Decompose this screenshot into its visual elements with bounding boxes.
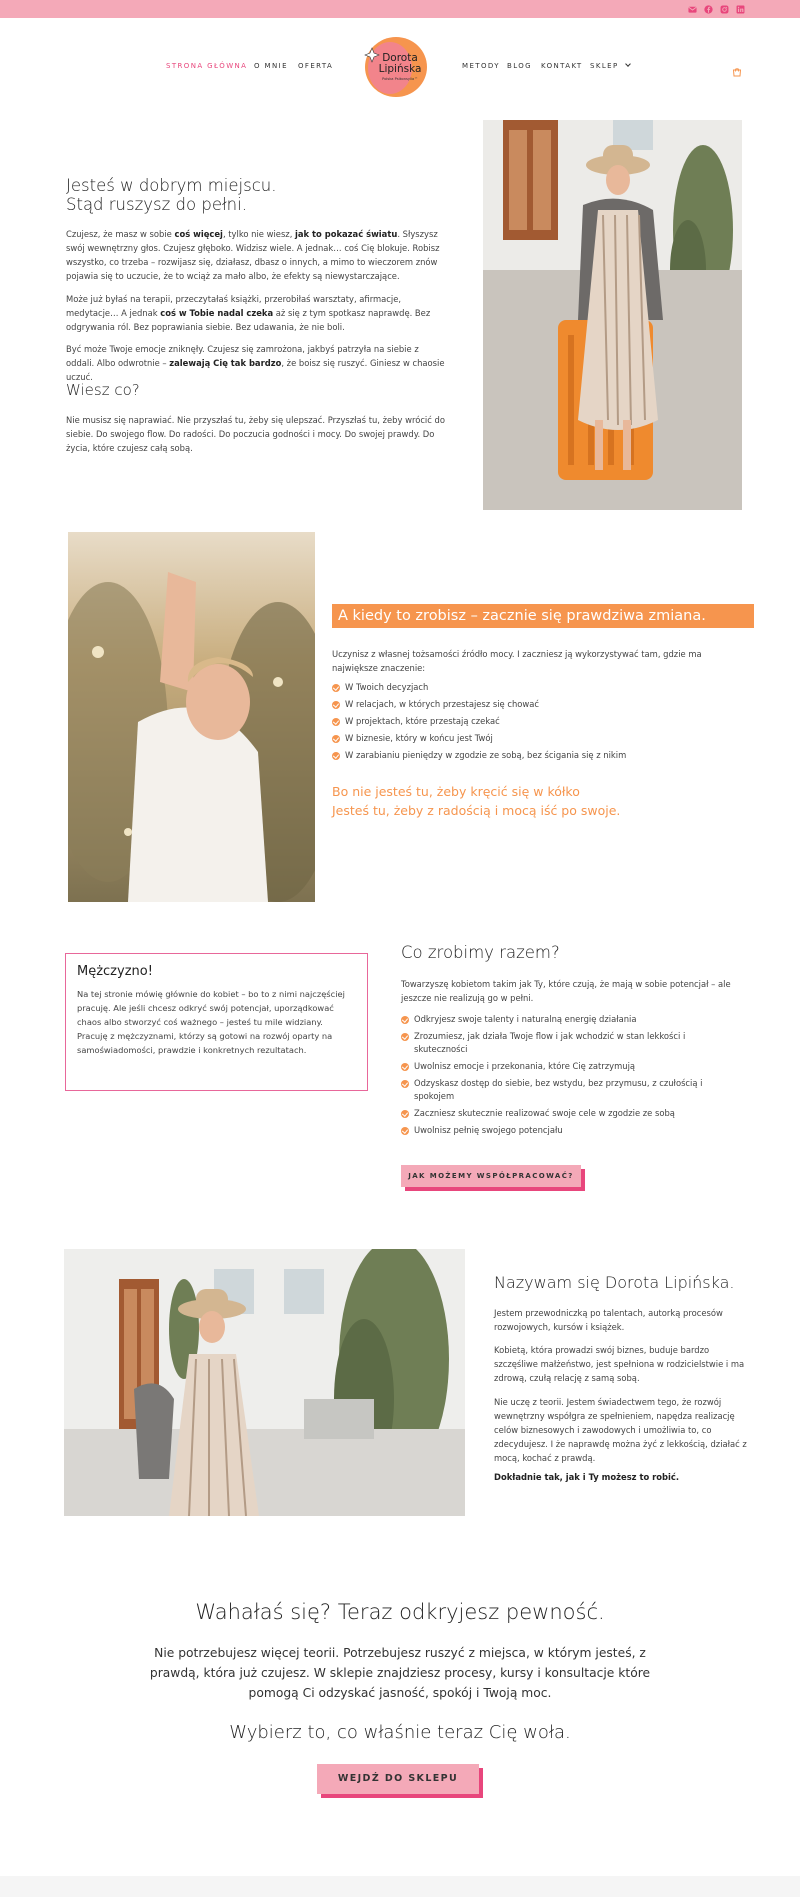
list-item-text: W relacjach, w których przestajesz się chować [345,699,539,709]
hero-title-line2: Stąd ruszysz do pełni. [66,195,247,214]
list-item [332,698,732,711]
nav-home[interactable]: STRONA GŁÓWNA [166,62,248,70]
hero-paragraph-2 [66,292,446,334]
logo-name-line1: Dorota [382,52,418,64]
check-icon [332,701,340,709]
shop-button[interactable]: WEJDŹ DO SKLEPU [317,1764,479,1794]
joyful-woman-photo [68,532,315,902]
check-icon [401,1080,409,1088]
list-item [401,1013,736,1026]
linkedin-icon[interactable] [734,3,746,15]
list-item-text: Uwolnisz emocje i przekonania, które Cię zatrzymują [414,1061,636,1071]
list-item [332,749,732,762]
check-icon [401,1063,409,1071]
change-intro: Uczynisz z własnej tożsamości źródło mocy. I zaczniesz ją wykorzystywać tam, gdzie ma największe znaczenie: [332,649,702,673]
check-icon [332,752,340,760]
list-item-text: Odzyskasz dostęp do siebie, bez wstydu, bez przymusu, z czułością i spokojem [414,1078,703,1101]
chevron-down-icon [625,61,631,67]
logo-tagline: Polska Psikonsylia™ [382,77,418,81]
men-box-title: Mężczyzno! [77,964,153,979]
nav-about[interactable]: O MNIE [254,62,288,70]
cta-subtitle: Wybierz to, co właśnie teraz Cię woła. [229,1722,571,1743]
text-bold: jak to pokazać światu [295,229,398,239]
hero-paragraph-4: Nie musisz się naprawiać. Nie przyszłaś tu, żeby się ulepszać. Przyszłaś tu, żeby wrócić do siebie. Do swojego flow. Do radości. Do poczucia godności i mocy. Do swojej prawdy. Do życia, które czujesz całą sobą. [66,415,445,453]
together-title: Co zrobimy razem? [401,943,560,962]
hero-title-line1: Jesteś w dobrym miejscu. [66,176,277,195]
check-icon [401,1110,409,1118]
list-item-text: Odkryjesz swoje talenty i naturalną energię działania [414,1014,637,1024]
together-list [401,1013,736,1141]
list-item [401,1077,736,1103]
nav-methods[interactable]: METODY [462,62,500,70]
together-intro: Towarzyszę kobietom takim jak Ty, które czują, że mają w sobie potencjał – ale jeszcze nie realizują go w pełni. [401,979,731,1003]
nav-contact[interactable]: KONTAKT [541,62,583,70]
list-item [401,1107,736,1120]
cta-text: Nie potrzebujesz więcej teorii. Potrzebujesz ruszyć z miejsca, w którym jesteś, z prawdą, która już czujesz. W sklepie znajdziesz procesy, kursy i konsultacje które pomogą Ci odzyskać jasność, spokój i Twoją moc. [149,1646,651,1700]
hero-title [66,176,446,214]
men-box [65,953,368,1091]
list-item-text: Zaczniesz skutecznie realizować swoje cele w zgodzie ze sobą [414,1108,675,1118]
cta-title: Wahałaś się? Teraz odkryjesz pewność. [195,1600,605,1624]
text-bold: coś więcej [174,229,223,239]
list-item-text: Uwolnisz pełnię swojego potencjału [414,1125,563,1135]
text: . Słyszysz swój wewnętrzny głos. Czujesz głęboko. Widzisz wiele. A jednak… coś Cię blokuje. Robisz wszystko, co trzeba – rozwijasz się, działasz, dbasz o innych, a mimo to wieczorem znów pojawia się to uczucie, że to wciąż za mało albo, że efekty są niewystarczające. [66,229,440,281]
hero-photo [483,120,742,510]
check-icon [332,735,340,743]
list-item [401,1030,736,1056]
list-item [332,715,732,728]
check-icon [332,718,340,726]
check-icon [332,684,340,692]
change-banner: A kiedy to zrobisz – zacznie się prawdziwa zmiana. [332,604,754,628]
logo-name-line2: Lipińska [378,63,422,75]
hero-paragraph-3 [66,342,446,384]
nav-shop[interactable] [590,62,630,70]
change-orange-text [332,782,752,820]
text-bold: coś w Tobie nadal czeka [160,308,274,318]
facebook-icon[interactable] [702,3,714,15]
instagram-icon[interactable] [718,3,730,15]
check-icon [401,1127,409,1135]
list-item-text: W biznesie, który w końcu jest Twój [345,733,493,743]
cart-icon[interactable] [732,62,742,72]
orange-line-2: Jesteś tu, żeby z radością i mocą iść po swoje. [332,803,621,818]
about-photo [64,1249,465,1516]
list-item-text: W projektach, które przestają czekać [345,716,500,726]
mail-icon[interactable] [686,3,698,15]
cooperate-button[interactable]: JAK MOŻEMY WSPÓŁPRACOWAĆ? [401,1165,581,1187]
men-box-text: Na tej stronie mówię głównie do kobiet – bo to z nimi najczęściej pracuję. Ale jeśli chcesz odkryć swój potencjał, uporządkować chaos albo stworzyć coś ważnego – jesteś tu mile widziany. Pracuję z mężczyznami, którzy są gotowi na rozwój oparty na samoświadomości, prawdzie i konkretnych rezultatach. [77,989,345,1055]
list-item-text: Zrozumiesz, jak działa Twoje flow i jak wchodzić w stan lekkości i skuteczności [414,1031,686,1054]
text: Może już byłaś na terapii, przeczytałaś książki, przerobiłaś warsztaty, afirmacje, medytacje… A jednak [66,294,402,318]
text: Być może Twoje emocje zniknęły. Czujesz się zamrożona, jakbyś patrzyła na siebie z oddali. Albo odwrotnie – [66,344,419,368]
change-list [332,681,732,766]
hero-paragraph-1 [66,227,446,283]
check-icon [401,1016,409,1024]
about-paragraph-1: Jestem przewodniczką po talentach, autorką procesów rozwojowych, kursów i książek. [494,1308,723,1332]
text: aż się z tym spotkasz naprawdę. Bez odgrywania ról. Bez poprawiania siebie. Bez udawania, że nie boli. [66,308,431,332]
text: , tylko nie wiesz, [222,229,296,239]
about-paragraph-2: Kobietą, która prowadzi swój biznes, buduje bardzo szczęśliwe małżeństwo, jest spełniona w rodzicielstwie i ma zdrową, czułą relację z samą sobą. [494,1345,745,1383]
text-bold: zalewają Cię tak bardzo [169,358,282,368]
text: , że boisz się ruszyć. Giniesz w chaosie uczuć. [66,358,445,382]
list-item [401,1124,736,1137]
nav-blog[interactable]: BLOG [507,62,532,70]
top-bar [0,0,800,18]
footer-strip [0,1876,800,1897]
nav-shop-label: SKLEP [590,62,619,70]
list-item-text: W Twoich decyzjach [345,682,429,692]
hero-subtitle: Wiesz co? [66,381,140,399]
list-item [332,732,732,745]
text: Czujesz, że masz w sobie [66,229,175,239]
orange-line-1: Bo nie jesteś tu, żeby kręcić się w kółko [332,784,580,799]
about-title: Nazywam się Dorota Lipińska. [494,1273,735,1292]
check-icon [401,1033,409,1041]
list-item [401,1060,736,1073]
logo[interactable] [362,36,430,98]
about-paragraph-4: Dokładnie tak, jak i Ty możesz to robić. [494,1472,680,1482]
about-paragraph-3: Nie uczę z teorii. Jestem świadectwem tego, że rozwój wewnętrzny współgra ze spełnieniem, napędza realizację celów biznesowych i zawodowych i umożliwia to, co zdecydujesz. I że naprawdę można żyć z lekkością, działać z mocą, kochać z prawdą. [494,1397,747,1463]
list-item-text: W zarabianiu pieniędzy w zgodzie ze sobą, bez ścigania się z nikim [345,750,627,760]
list-item [332,681,732,694]
nav-offer[interactable]: OFERTA [298,62,334,70]
